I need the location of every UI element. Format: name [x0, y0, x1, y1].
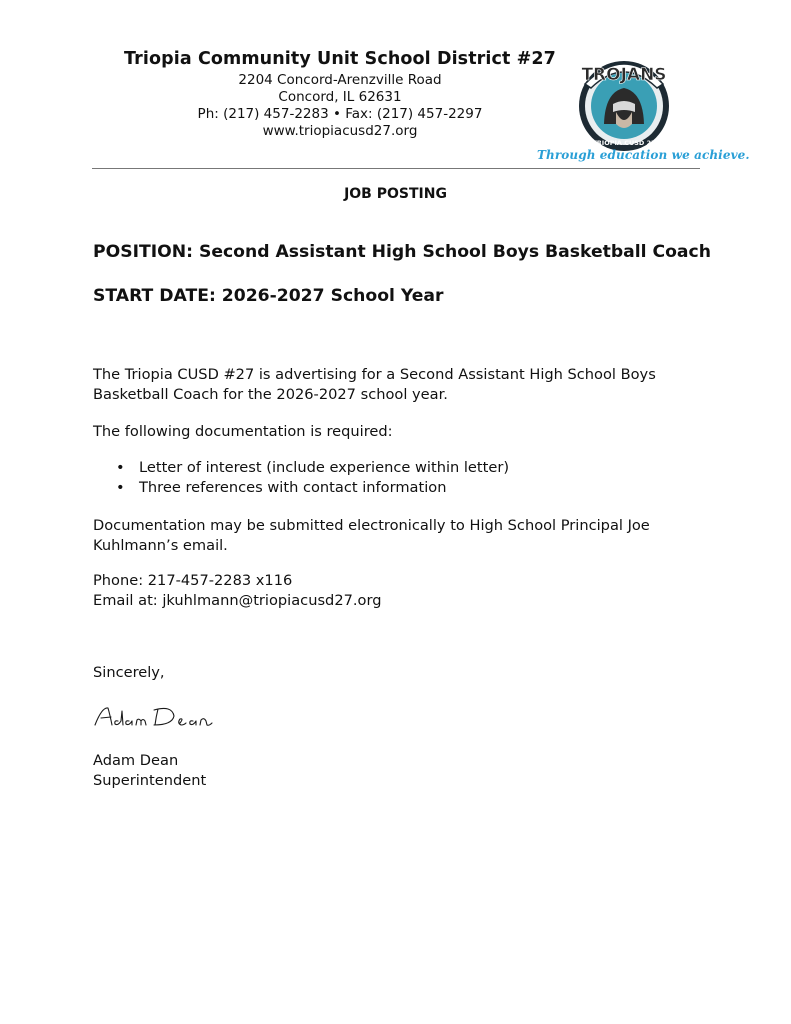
requirement-text: Three references with contact information: [139, 479, 447, 496]
requirements-list: [93, 458, 509, 498]
address-line-1: 2204 Concord-Arenzville Road: [238, 72, 442, 88]
signer-name: Adam Dean: [93, 752, 179, 769]
salutation: Sincerely,: [93, 664, 165, 681]
bullet-icon: •: [116, 459, 125, 476]
job-posting-heading: JOB POSTING: [344, 186, 447, 202]
start-date: START DATE: 2026-2027 School Year: [93, 286, 444, 306]
address-line-2: Concord, IL 62631: [278, 89, 402, 105]
handwritten-signature: [92, 703, 222, 733]
intro-paragraph: The Triopia CUSD #27 is advertising for a Second Assistant High School Boys Basketball Coach for the 2026-2027 school year.: [93, 366, 656, 403]
docs-required-paragraph: The following documentation is required:: [93, 423, 393, 440]
header-divider: [92, 168, 700, 169]
trojans-logo: [571, 46, 677, 156]
contact-block: [93, 571, 381, 611]
logo-text-bottom: TRIOPIA CUSD 27: [592, 139, 656, 147]
requirement-text: Letter of interest (include experience within letter): [139, 459, 510, 476]
district-name: Triopia Community Unit School District #27: [124, 49, 556, 69]
list-item: [93, 458, 509, 478]
contact-phone: Phone: 217-457-2283 x116: [93, 572, 293, 589]
logo-text-top: TROJANS: [581, 65, 667, 85]
bullet-icon: •: [116, 479, 125, 496]
list-item: [93, 478, 509, 498]
letterhead: [90, 46, 590, 140]
signer-title: Superintendent: [93, 772, 207, 789]
phone-fax-line: Ph: (217) 457-2283 • Fax: (217) 457-2297: [197, 106, 483, 122]
signer-block: [93, 751, 206, 791]
motto: Through education we achieve.: [537, 148, 750, 162]
website-line: www.triopiacusd27.org: [262, 123, 418, 139]
contact-email: Email at: jkuhlmann@triopiacusd27.org: [93, 592, 382, 609]
submission-paragraph: Documentation may be submitted electronically to High School Principal Joe Kuhlmann’s email.: [93, 517, 650, 554]
position-title: POSITION: Second Assistant High School Boys Basketball Coach: [93, 242, 711, 262]
